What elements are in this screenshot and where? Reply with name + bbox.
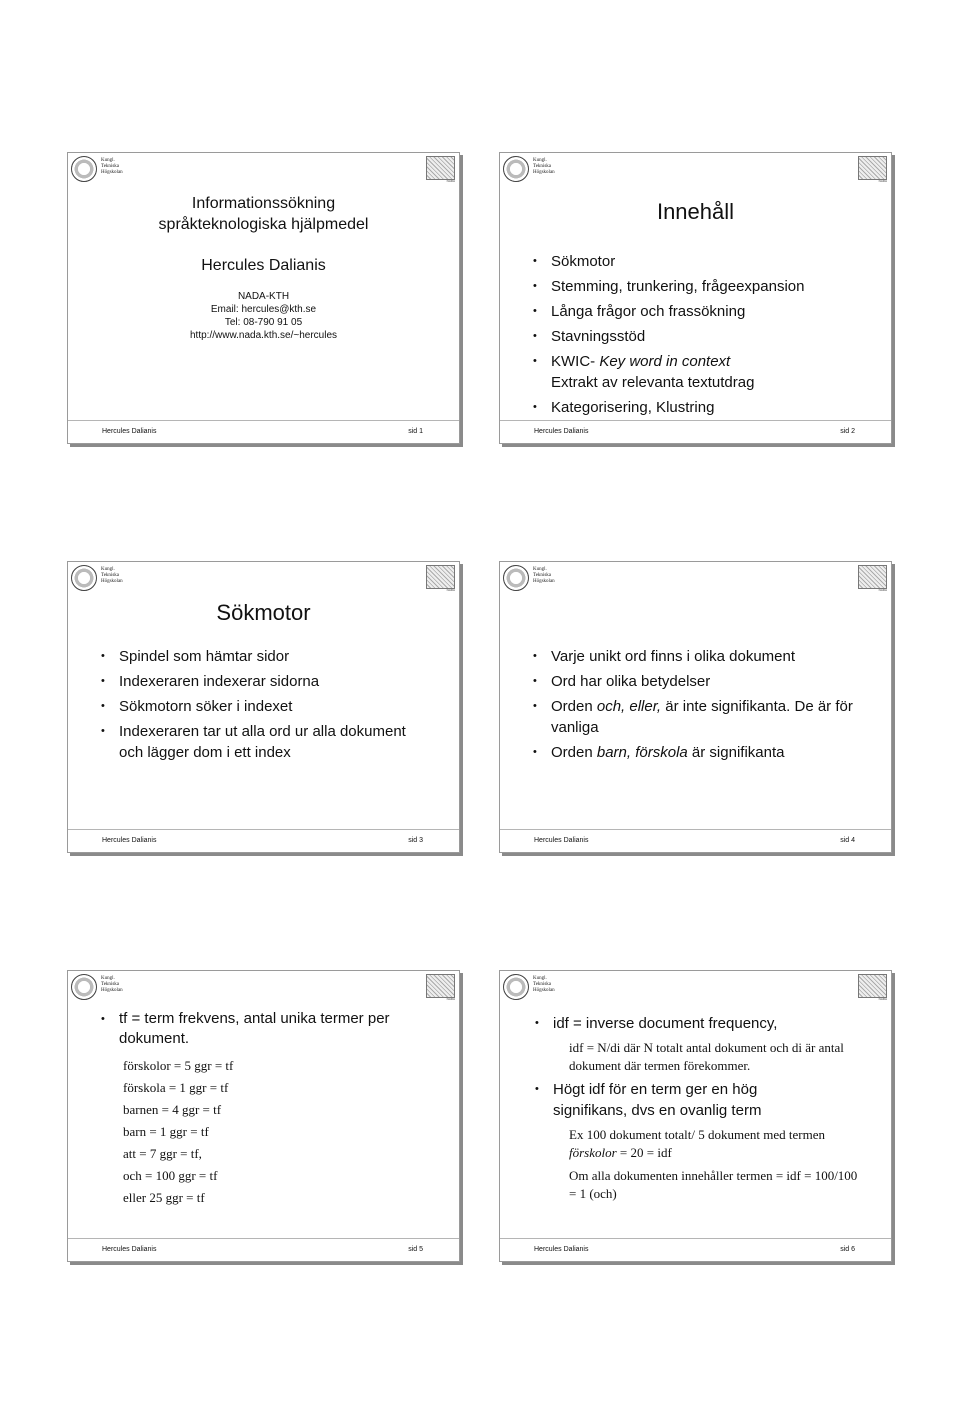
example-line: barn = 1 ggr = tf <box>123 1124 209 1139</box>
kth-logo-icon <box>71 565 97 591</box>
slide-footer <box>68 420 459 443</box>
slide-4 <box>499 561 892 853</box>
page-number: sid 4 <box>840 837 855 844</box>
kth-logo-text: Kungl. Tekniska Högskolan <box>533 976 555 993</box>
slide-heading: Innehåll <box>656 199 735 224</box>
nada-logo-icon <box>858 565 887 589</box>
slide-footer <box>500 420 891 443</box>
page-number: sid 3 <box>408 837 423 844</box>
list-item: • Långa frågor och frassökning <box>533 301 881 322</box>
example-line: förskola = 1 ggr = tf <box>123 1080 229 1095</box>
idf-example: Ex 100 dokument totalt/ 5 dokument med termen förskolor = 20 = idf <box>569 1127 825 1160</box>
bullet-list <box>535 1013 861 1038</box>
slide-footer <box>500 829 891 852</box>
list-item: • tf = term frekvens, antal unika termer per dokument. <box>101 1009 414 1049</box>
list-item: • Stemming, trunkering, frågeexpansion <box>533 276 881 297</box>
example-line: eller 25 ggr = tf <box>123 1190 205 1205</box>
nada-logo-label: NADA <box>878 588 887 592</box>
slide-1 <box>67 152 460 444</box>
bullet-list <box>535 1079 831 1125</box>
footer-author: Hercules Dalianis <box>102 837 157 844</box>
list-item: • Sökmotorn söker i indexet <box>101 696 419 717</box>
example-line: att = 7 ggr = tf, <box>123 1146 202 1161</box>
nada-logo-label: NADA <box>446 179 455 183</box>
kth-logo-text: Kungl. Tekniska Högskolan <box>533 567 555 584</box>
list-item: • Orden och, eller, är inte signifikanta. De är för vanliga <box>533 696 863 738</box>
example-line: barnen = 4 ggr = tf <box>123 1102 222 1117</box>
list-item: • Orden barn, förskola är signifikanta <box>533 742 863 763</box>
author-name: Hercules Dalianis <box>201 257 326 274</box>
slide-heading: Sökmotor <box>216 600 311 625</box>
slide-2 <box>499 152 892 444</box>
list-item: • Indexeraren tar ut alla ord ur alla dokument och lägger dom i ett index <box>101 721 419 763</box>
kth-logo-text: Kungl. Tekniska Högskolan <box>101 567 123 584</box>
example-line: och = 100 ggr = tf <box>123 1168 218 1183</box>
list-item: • Varje unikt ord finns i olika dokument <box>533 646 863 667</box>
slide-6 <box>499 970 892 1262</box>
list-item: • Kategorisering, Klustring <box>533 397 881 418</box>
bullet-list <box>533 646 863 767</box>
nada-logo-icon <box>858 156 887 180</box>
kth-logo-icon <box>503 565 529 591</box>
idf-example-all: Om alla dokumenten innehåller termen = idf = 100/100 = 1 (och) <box>569 1168 858 1201</box>
kth-logo-icon <box>71 974 97 1000</box>
slide-footer <box>68 1238 459 1261</box>
nada-logo-icon <box>426 565 455 589</box>
nada-logo-label: NADA <box>878 179 887 183</box>
bullet-list <box>533 251 881 422</box>
nada-logo-icon <box>858 974 887 998</box>
list-item: • Stavningsstöd <box>533 326 881 347</box>
list-item: • idf = inverse document frequency, <box>535 1013 861 1034</box>
list-item: • KWIC- Key word in context Extrakt av relevanta textutdrag <box>533 351 881 393</box>
contact-info: NADA-KTH Email: hercules@kth.se Tel: 08-790 91 05 http://www.nada.kth.se/~hercules <box>189 291 338 341</box>
page-number: sid 1 <box>408 428 423 435</box>
nada-logo-label: NADA <box>446 588 455 592</box>
list-item: • Högt idf för en term ger en hög signifikans, dvs en ovanlig term <box>535 1079 831 1121</box>
list-item: • Spindel som hämtar sidor <box>101 646 419 667</box>
slide-3 <box>67 561 460 853</box>
example-line: förskolor = 5 ggr = tf <box>123 1058 234 1073</box>
footer-author: Hercules Dalianis <box>102 428 157 435</box>
kth-logo-icon <box>71 156 97 182</box>
kth-logo-icon <box>503 974 529 1000</box>
slide-footer <box>68 829 459 852</box>
slide-footer <box>500 1238 891 1261</box>
list-item: • Sökmotor <box>533 251 881 272</box>
nada-logo-icon <box>426 974 455 998</box>
nada-logo-icon <box>426 156 455 180</box>
tf-examples <box>123 1055 233 1209</box>
kth-logo-text: Kungl. Tekniska Högskolan <box>533 158 555 175</box>
footer-author: Hercules Dalianis <box>534 1246 589 1253</box>
idf-formula: idf = N/di där N totalt antal dokument och di är antal dokument där termen förekommer. <box>569 1040 844 1073</box>
kth-logo-text: Kungl. Tekniska Högskolan <box>101 158 123 175</box>
slide-title: Informationssökning språkteknologiska hjälpmedel <box>158 195 369 233</box>
page-number: sid 5 <box>408 1246 423 1253</box>
bullet-list <box>101 646 419 767</box>
page-number: sid 6 <box>840 1246 855 1253</box>
kth-logo-text: Kungl. Tekniska Högskolan <box>101 976 123 993</box>
bullet-list <box>101 1009 414 1053</box>
slide-5 <box>67 970 460 1262</box>
footer-author: Hercules Dalianis <box>534 837 589 844</box>
footer-author: Hercules Dalianis <box>102 1246 157 1253</box>
list-item: • Indexeraren indexerar sidorna <box>101 671 419 692</box>
list-item: • Ord har olika betydelser <box>533 671 863 692</box>
nada-logo-label: NADA <box>878 997 887 1001</box>
footer-author: Hercules Dalianis <box>534 428 589 435</box>
kth-logo-icon <box>503 156 529 182</box>
nada-logo-label: NADA <box>446 997 455 1001</box>
page-number: sid 2 <box>840 428 855 435</box>
